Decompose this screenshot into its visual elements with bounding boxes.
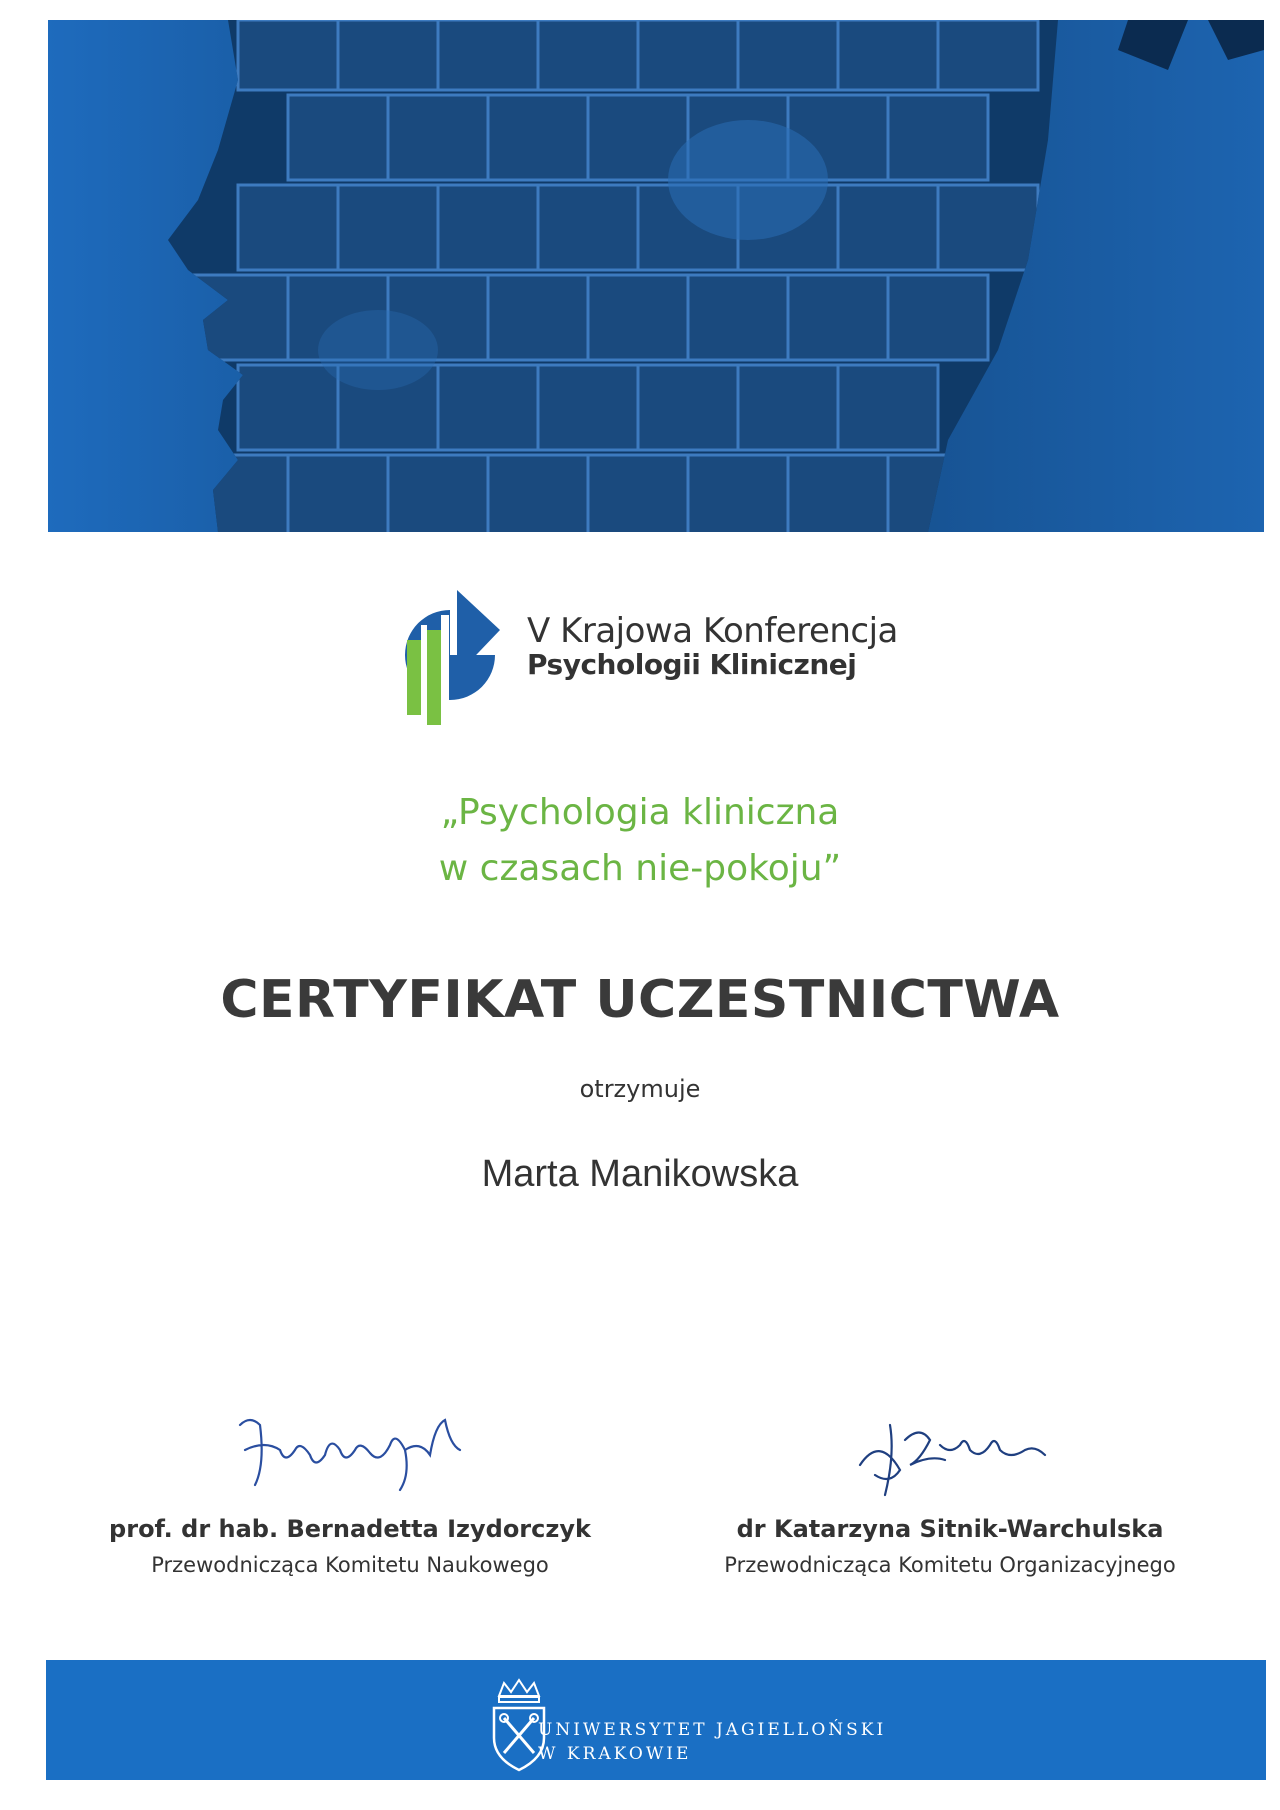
- signatory-role: Przewodnicząca Komitetu Naukowego: [151, 1553, 549, 1577]
- receives-label: otrzymuje: [579, 1075, 701, 1103]
- conference-title-line2: Psychologii Klinicznej: [527, 648, 857, 682]
- university-name-line2: W KRAKOWIE: [538, 1744, 692, 1764]
- handwritten-signature: [820, 1395, 1080, 1505]
- signature-block-scientific: [80, 1395, 620, 1577]
- handwritten-signature: [220, 1395, 480, 1505]
- signatory-name: dr Katarzyna Sitnik-Warchulska: [736, 1515, 1164, 1543]
- conference-title-line1: V Krajowa Konferencja: [527, 611, 898, 651]
- signatory-role: Przewodnicząca Komitetu Organizacyjnego: [724, 1553, 1176, 1577]
- motto-line2: w czasach nie-pokoju”: [438, 848, 842, 889]
- signature-block-organizing: [680, 1395, 1220, 1577]
- certificate-title: CERTYFIKAT UCZESTNICTWA: [220, 970, 1060, 1030]
- conference-logo-icon: [395, 585, 505, 725]
- header-banner-image: [48, 20, 1264, 532]
- university-name-line1: UNIWERSYTET JAGIELLOŃSKI: [538, 1720, 887, 1740]
- university-name: [538, 1718, 886, 1766]
- signatory-name: prof. dr hab. Bernadetta Izydorczyk: [109, 1515, 591, 1543]
- conference-motto: [0, 785, 1280, 897]
- recipient-name: Marta Manikowska: [481, 1153, 799, 1195]
- motto-line1: „Psychologia kliniczna: [440, 792, 840, 833]
- footer-bar: [46, 1660, 1266, 1780]
- conference-title: [527, 613, 898, 681]
